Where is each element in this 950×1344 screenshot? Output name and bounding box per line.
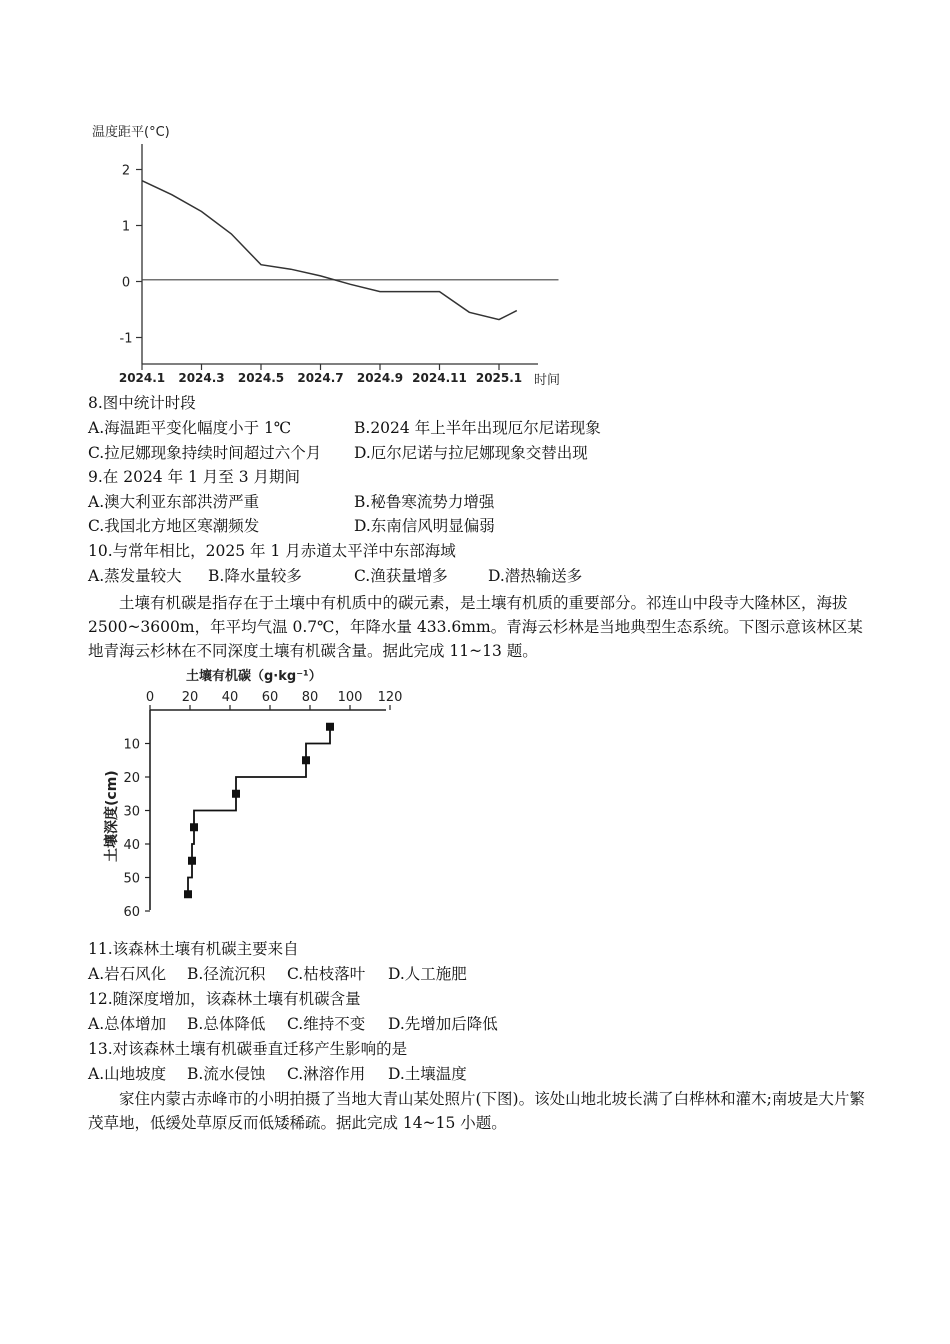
chart1-y-tick-label: 2 — [121, 163, 131, 179]
soil-carbon-chart — [96, 662, 416, 922]
chart1-y-tick-label: -1 — [119, 331, 133, 347]
q8-stem: 8.图中统计时段 — [88, 394, 196, 412]
q9-option-a[interactable]: A.澳大利亚东部洪涝严重 — [88, 493, 260, 511]
chart1-x-tick-label: 2024.11 — [412, 371, 467, 385]
q12-option-b[interactable]: B.总体降低 — [187, 1015, 266, 1033]
q9-stem: 9.在 2024 年 1 月至 3 月期间 — [88, 468, 301, 486]
q8-option-b[interactable]: B.2024 年上半年出现厄尔尼诺现象 — [354, 419, 601, 437]
chart1-x-tick-label: 2024.3 — [178, 371, 225, 385]
q13-stem: 13.对该森林土壤有机碳垂直迁移产生影响的是 — [88, 1040, 408, 1058]
q12-option-a[interactable]: A.总体增加 — [88, 1015, 167, 1033]
chart2-x-tick-label: 0 — [145, 690, 155, 705]
q9-option-c[interactable]: C.我国北方地区寒潮频发 — [88, 517, 260, 535]
chart2-y-tick-label: 50 — [123, 871, 140, 887]
chart1-y-tick-label: 1 — [121, 219, 131, 235]
chart1-x-tick-label: 2024.1 — [118, 371, 166, 385]
q10-option-b[interactable]: B.降水量较多 — [208, 567, 302, 585]
q8-option-d[interactable]: D.厄尔尼诺与拉尼娜现象交替出现 — [354, 444, 588, 462]
chart2-y-tick-label: 30 — [123, 804, 140, 820]
chart1-x-tick-label: 2024.5 — [237, 371, 285, 385]
chart2-step-line — [188, 727, 330, 895]
chart2-x-tick-label: 100 — [337, 690, 363, 705]
chart1-x-tick-label: 2024.7 — [297, 371, 344, 385]
chart2-y-tick-label: 60 — [123, 905, 140, 920]
passage-soil-carbon: 土壤有机碳是指存在于土壤中有机质中的碳元素，是土壤有机质的重要部分。祁连山中段寺大隆林区，海拔 2500~3600m，年平均气温 0.7℃，年降水量 433.6mm。青海云杉林是当地典型生态系统。下图示意该林区某地青海云杉林在不同深度土壤有机碳含量。据此完成 11~13 题。 — [88, 594, 863, 660]
chart2-x-tick-label: 80 — [301, 690, 319, 705]
q12-stem: 12.随深度增加，该森林土壤有机碳含量 — [88, 990, 361, 1008]
chart2-data-point — [302, 756, 310, 764]
chart2-x-tick-label: 40 — [221, 690, 239, 705]
chart2-y-tick-label: 40 — [123, 838, 140, 853]
q11-stem: 11.该森林土壤有机碳主要来自 — [88, 940, 299, 958]
q13-option-b[interactable]: B.流水侵蚀 — [187, 1065, 266, 1083]
q13-option-d[interactable]: D.土壤温度 — [388, 1065, 467, 1083]
chart1-anomaly-line — [142, 181, 517, 320]
q8-option-c[interactable]: C.拉尼娜现象持续时间超过六个月 — [88, 444, 322, 462]
chart2-x-tick-label: 120 — [377, 690, 403, 705]
chart2-y-tick-label: 20 — [123, 771, 140, 786]
q10-option-a[interactable]: A.蒸发量较大 — [88, 567, 182, 585]
q12-option-d[interactable]: D.先增加后降低 — [388, 1015, 498, 1033]
temperature-anomaly-chart — [80, 116, 580, 391]
q11-option-c[interactable]: C.枯枝落叶 — [287, 965, 366, 983]
chart2-data-point — [326, 723, 334, 731]
chart2-data-point — [232, 790, 240, 798]
chart2-data-point — [188, 857, 196, 865]
chart2-ylabel: 土壤深度(cm) — [104, 770, 120, 862]
chart2-data-point — [184, 890, 192, 898]
chart2-title: 土壤有机碳（g·kg⁻¹） — [186, 669, 322, 684]
q9-option-d[interactable]: D.东南信风明显偏弱 — [354, 517, 495, 535]
q12-option-c[interactable]: C.维持不变 — [287, 1015, 366, 1033]
q13-option-a[interactable]: A.山地坡度 — [88, 1065, 167, 1083]
chart1-x-tick-label: 2025.1 — [475, 371, 523, 385]
q10-option-d[interactable]: D.潜热输送多 — [488, 567, 583, 585]
passage-daqingshan: 家住内蒙古赤峰市的小明拍摄了当地大青山某处照片(下图)。该处山地北坡长满了白桦林和灌木;南坡是大片繁茂草地，低缓处草原反而低矮稀疏。据此完成 14~15 小题。 — [88, 1090, 865, 1132]
chart2-x-tick-label: 20 — [181, 690, 199, 705]
q10-option-c[interactable]: C.渔获量增多 — [354, 567, 448, 585]
q11-option-d[interactable]: D.人工施肥 — [388, 965, 467, 983]
q13-option-c[interactable]: C.淋溶作用 — [287, 1065, 366, 1083]
q11-option-a[interactable]: A.岩石风化 — [88, 965, 167, 983]
chart1-xlabel: 时间 — [534, 373, 561, 388]
chart2-y-tick-label: 10 — [123, 737, 140, 753]
chart2-data-point — [190, 823, 198, 831]
q10-stem: 10.与常年相比，2025 年 1 月赤道太平洋中东部海域 — [88, 542, 456, 560]
chart1-ylabel: 温度距平(°C) — [92, 125, 170, 140]
chart1-y-tick-label: 0 — [121, 275, 131, 291]
q8-option-a[interactable]: A.海温距平变化幅度小于 1℃ — [88, 419, 292, 437]
chart1-x-tick-label: 2024.9 — [356, 371, 404, 385]
q11-option-b[interactable]: B.径流沉积 — [187, 965, 266, 983]
q9-option-b[interactable]: B.秘鲁寒流势力增强 — [354, 493, 495, 511]
chart2-x-tick-label: 60 — [261, 690, 279, 705]
